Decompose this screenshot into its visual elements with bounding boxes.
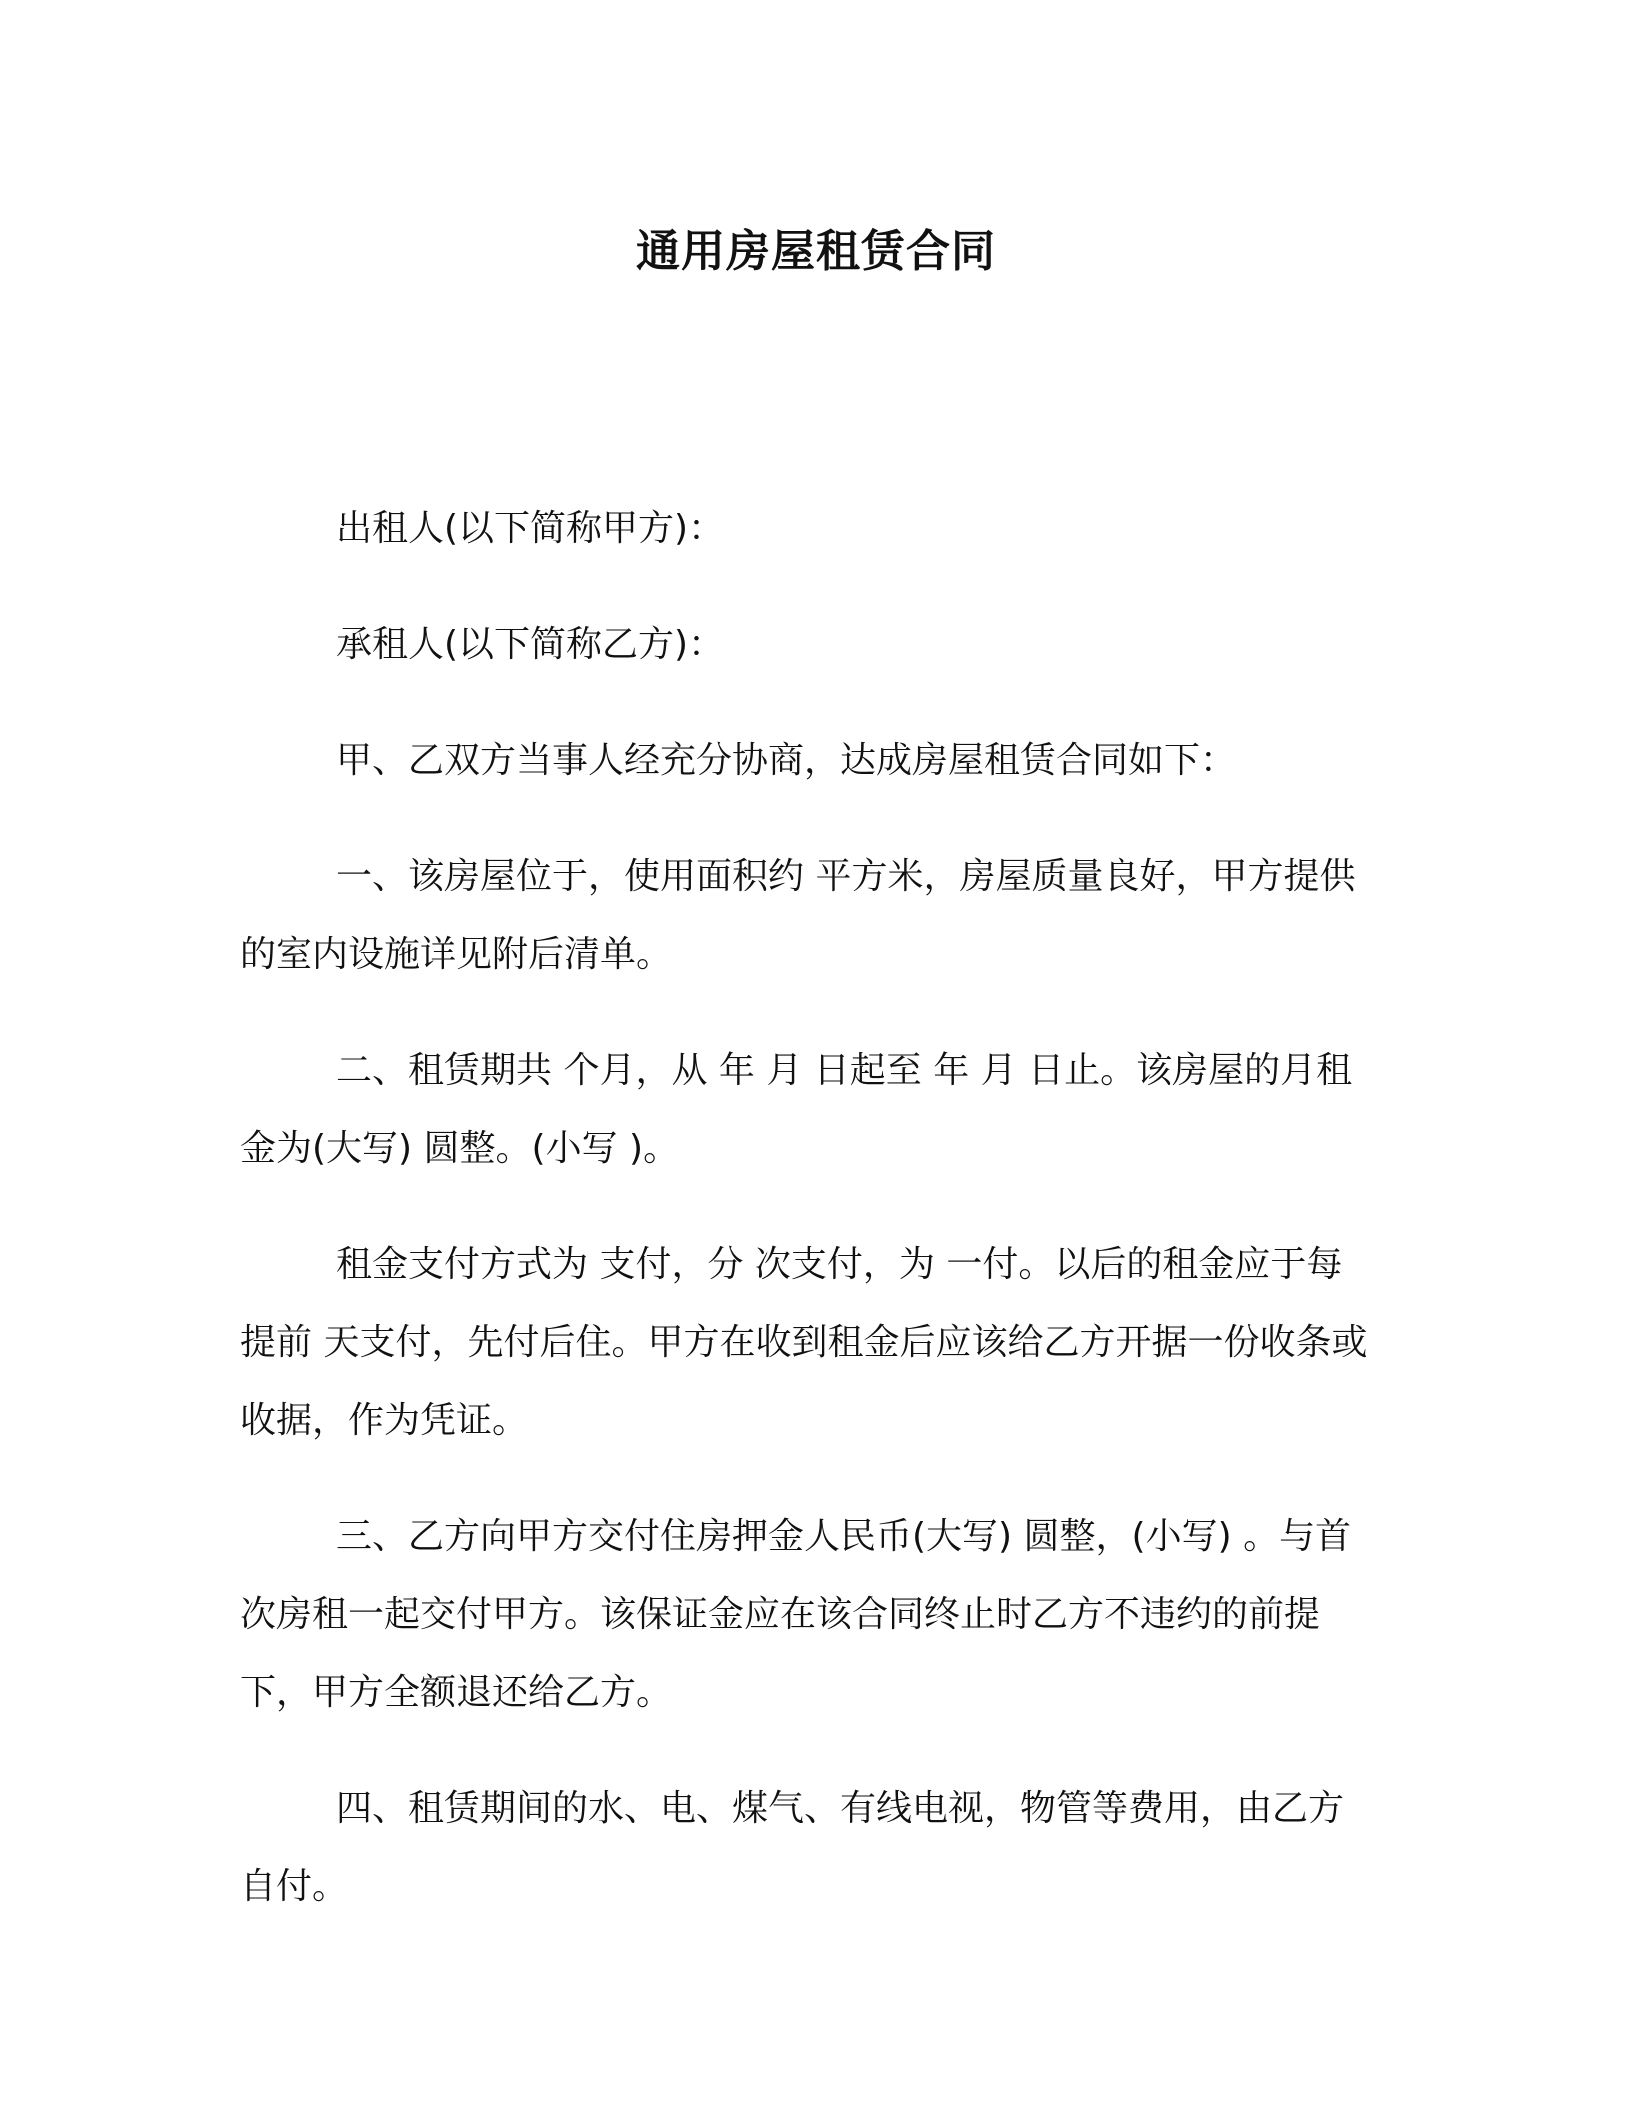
clause-3-deposit: 三、乙方向甲方交付住房押金人民币(大写) 圆整，(小写) 。与首次房租一起交付甲方。该保证金应在该合同终止时乙方不违约的前提下，甲方全额退还给乙方。 [240,1516,1352,1713]
clause-1-premises: 一、该房屋位于，使用面积约 平方米，房屋质量良好，甲方提供的室内设施详见附后清单。 [240,856,1356,975]
clause-2-payment-method: 租金支付方式为 支付，分 次支付，为 一付。以后的租金应于每提前 天支付，先付后住。甲方在收到租金后应该给乙方开据一份收条或收据，作为凭证。 [240,1244,1368,1441]
clause-4-utilities: 四、租赁期间的水、电、煤气、有线电视，物管等费用，由乙方自付。 [240,1788,1345,1907]
party-a-line: 出租人(以下简称甲方)： [336,508,725,549]
agreement-intro: 甲、乙双方当事人经充分协商，达成房屋租赁合同如下： [336,740,1237,781]
document-body [240,490,1378,1964]
party-b-line: 承租人(以下简称乙方)： [336,624,725,665]
clause-2-term-rent: 二、租赁期共 个月，从 年 月 日起至 年 月 日止。该房屋的月租金为(大写) 圆整。(小写 )。 [240,1050,1353,1169]
document-title: 通用房屋租赁合同 [636,226,996,277]
